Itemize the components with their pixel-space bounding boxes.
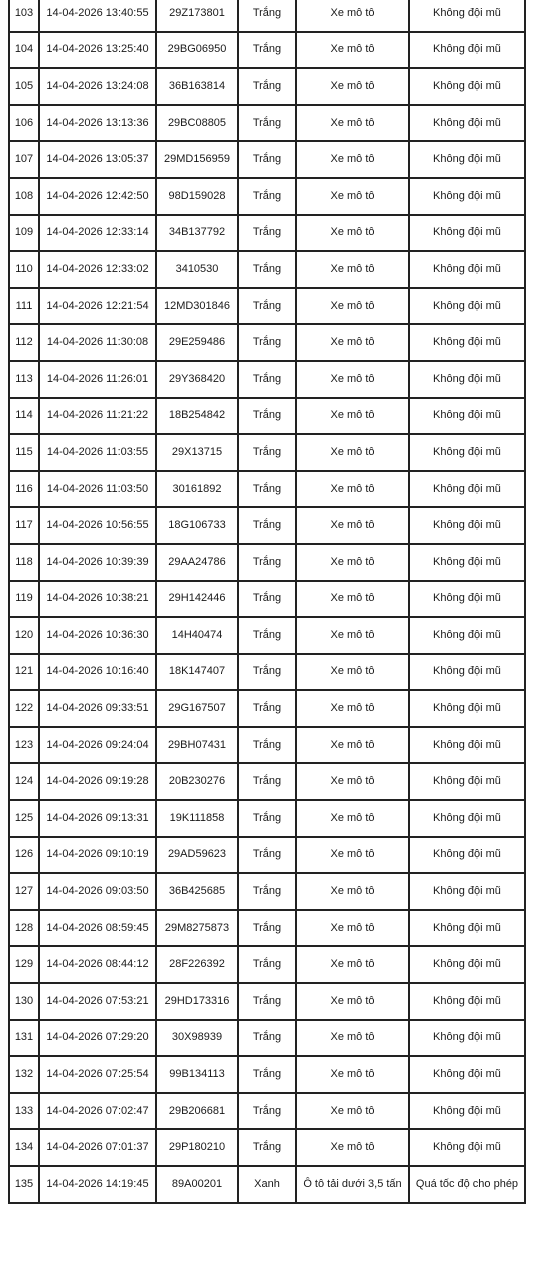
plate-color-cell: Trắng [238,178,296,215]
table-row [9,1020,525,1057]
violation-cell: Không đội mũ [409,507,525,544]
license-plate-cell: 36B163814 [156,68,238,105]
vehicle-type-cell: Ô tô tải dưới 3,5 tấn [296,1166,409,1203]
row-number-cell: 131 [9,1020,39,1057]
plate-color-cell: Trắng [238,654,296,691]
violation-cell: Không đội mũ [409,251,525,288]
table-row [9,0,525,32]
vehicle-type-cell: Xe mô tô [296,288,409,325]
vehicle-type-cell: Xe mô tô [296,471,409,508]
table-row [9,873,525,910]
vehicle-type-cell: Xe mô tô [296,1056,409,1093]
table-row [9,434,525,471]
vehicle-type-cell: Xe mô tô [296,581,409,618]
timestamp-cell: 14-04-2026 13:25:40 [39,32,156,69]
license-plate-cell: 14H40474 [156,617,238,654]
plate-color-cell: Trắng [238,215,296,252]
table-row [9,1093,525,1130]
license-plate-cell: 28F226392 [156,946,238,983]
license-plate-cell: 29BG06950 [156,32,238,69]
vehicle-type-cell: Xe mô tô [296,507,409,544]
row-number-cell: 103 [9,0,39,32]
plate-color-cell: Trắng [238,1056,296,1093]
license-plate-cell: 29Y368420 [156,361,238,398]
row-number-cell: 121 [9,654,39,691]
vehicle-type-cell: Xe mô tô [296,32,409,69]
violation-cell: Không đội mũ [409,288,525,325]
vehicle-type-cell: Xe mô tô [296,946,409,983]
timestamp-cell: 14-04-2026 11:03:50 [39,471,156,508]
plate-color-cell: Trắng [238,983,296,1020]
license-plate-cell: 29G167507 [156,690,238,727]
timestamp-cell: 14-04-2026 13:40:55 [39,0,156,32]
violation-cell: Không đội mũ [409,68,525,105]
row-number-cell: 128 [9,910,39,947]
timestamp-cell: 14-04-2026 08:59:45 [39,910,156,947]
violation-cell: Không đội mũ [409,1129,525,1166]
license-plate-cell: 98D159028 [156,178,238,215]
license-plate-cell: 36B425685 [156,873,238,910]
timestamp-cell: 14-04-2026 11:26:01 [39,361,156,398]
license-plate-cell: 89A00201 [156,1166,238,1203]
timestamp-cell: 14-04-2026 10:56:55 [39,507,156,544]
plate-color-cell: Trắng [238,544,296,581]
violation-cell: Không đội mũ [409,544,525,581]
license-plate-cell: 29AA24786 [156,544,238,581]
plate-color-cell: Trắng [238,800,296,837]
plate-color-cell: Trắng [238,68,296,105]
row-number-cell: 120 [9,617,39,654]
table-row [9,324,525,361]
vehicle-type-cell: Xe mô tô [296,398,409,435]
table-row [9,1129,525,1166]
violation-cell: Không đội mũ [409,1093,525,1130]
table-row [9,141,525,178]
table-row [9,800,525,837]
vehicle-type-cell: Xe mô tô [296,178,409,215]
table-row [9,910,525,947]
timestamp-cell: 14-04-2026 07:29:20 [39,1020,156,1057]
timestamp-cell: 14-04-2026 09:19:28 [39,763,156,800]
table-row [9,1056,525,1093]
plate-color-cell: Trắng [238,1129,296,1166]
violation-cell: Không đội mũ [409,1056,525,1093]
timestamp-cell: 14-04-2026 13:05:37 [39,141,156,178]
violation-cell: Không đội mũ [409,324,525,361]
row-number-cell: 106 [9,105,39,142]
timestamp-cell: 14-04-2026 07:25:54 [39,1056,156,1093]
table-row [9,178,525,215]
vehicle-type-cell: Xe mô tô [296,105,409,142]
license-plate-cell: 30X98939 [156,1020,238,1057]
license-plate-cell: 18K147407 [156,654,238,691]
table-row [9,1166,525,1203]
table-row [9,983,525,1020]
timestamp-cell: 14-04-2026 12:21:54 [39,288,156,325]
plate-color-cell: Trắng [238,434,296,471]
violation-cell: Không đội mũ [409,215,525,252]
violation-cell: Không đội mũ [409,800,525,837]
violation-cell: Không đội mũ [409,654,525,691]
violation-cell: Không đội mũ [409,398,525,435]
timestamp-cell: 14-04-2026 11:21:22 [39,398,156,435]
plate-color-cell: Trắng [238,507,296,544]
plate-color-cell: Trắng [238,398,296,435]
timestamp-cell: 14-04-2026 09:10:19 [39,837,156,874]
table-row [9,617,525,654]
vehicle-type-cell: Xe mô tô [296,361,409,398]
timestamp-cell: 14-04-2026 14:19:45 [39,1166,156,1203]
row-number-cell: 135 [9,1166,39,1203]
plate-color-cell: Trắng [238,946,296,983]
vehicle-type-cell: Xe mô tô [296,983,409,1020]
timestamp-cell: 14-04-2026 11:03:55 [39,434,156,471]
row-number-cell: 118 [9,544,39,581]
row-number-cell: 134 [9,1129,39,1166]
vehicle-type-cell: Xe mô tô [296,1129,409,1166]
license-plate-cell: 29P180210 [156,1129,238,1166]
violation-cell: Không đội mũ [409,690,525,727]
plate-color-cell: Trắng [238,32,296,69]
row-number-cell: 114 [9,398,39,435]
row-number-cell: 132 [9,1056,39,1093]
row-number-cell: 117 [9,507,39,544]
license-plate-cell: 12MD301846 [156,288,238,325]
table-row [9,398,525,435]
table-row [9,507,525,544]
table-row [9,105,525,142]
violation-cell: Không đội mũ [409,0,525,32]
violation-cell: Không đội mũ [409,617,525,654]
vehicle-type-cell: Xe mô tô [296,873,409,910]
vehicle-type-cell: Xe mô tô [296,544,409,581]
row-number-cell: 107 [9,141,39,178]
table-row [9,727,525,764]
plate-color-cell: Trắng [238,690,296,727]
violation-cell: Không đội mũ [409,581,525,618]
row-number-cell: 122 [9,690,39,727]
vehicle-type-cell: Xe mô tô [296,617,409,654]
row-number-cell: 113 [9,361,39,398]
row-number-cell: 124 [9,763,39,800]
vehicle-type-cell: Xe mô tô [296,141,409,178]
violation-cell: Không đội mũ [409,471,525,508]
vehicle-type-cell: Xe mô tô [296,215,409,252]
table-row [9,68,525,105]
plate-color-cell: Trắng [238,324,296,361]
plate-color-cell: Trắng [238,727,296,764]
timestamp-cell: 14-04-2026 10:36:30 [39,617,156,654]
plate-color-cell: Trắng [238,763,296,800]
row-number-cell: 123 [9,727,39,764]
plate-color-cell: Trắng [238,617,296,654]
table-row [9,654,525,691]
license-plate-cell: 29AD59623 [156,837,238,874]
table-row [9,544,525,581]
vehicle-type-cell: Xe mô tô [296,800,409,837]
plate-color-cell: Trắng [238,251,296,288]
vehicle-type-cell: Xe mô tô [296,251,409,288]
license-plate-cell: 20B230276 [156,763,238,800]
license-plate-cell: 30161892 [156,471,238,508]
violation-cell: Không đội mũ [409,178,525,215]
timestamp-cell: 14-04-2026 08:44:12 [39,946,156,983]
row-number-cell: 130 [9,983,39,1020]
violation-cell: Không đội mũ [409,946,525,983]
violation-cell: Quá tốc độ cho phép [409,1166,525,1203]
violations-table-body [9,0,525,1203]
timestamp-cell: 14-04-2026 10:39:39 [39,544,156,581]
violation-cell: Không đội mũ [409,910,525,947]
vehicle-type-cell: Xe mô tô [296,910,409,947]
row-number-cell: 127 [9,873,39,910]
plate-color-cell: Trắng [238,0,296,32]
vehicle-type-cell: Xe mô tô [296,837,409,874]
timestamp-cell: 14-04-2026 12:33:02 [39,251,156,288]
timestamp-cell: 14-04-2026 07:02:47 [39,1093,156,1130]
license-plate-cell: 29E259486 [156,324,238,361]
table-row [9,690,525,727]
table-row [9,946,525,983]
table-row [9,471,525,508]
license-plate-cell: 29Z173801 [156,0,238,32]
timestamp-cell: 14-04-2026 11:30:08 [39,324,156,361]
plate-color-cell: Trắng [238,288,296,325]
timestamp-cell: 14-04-2026 12:33:14 [39,215,156,252]
plate-color-cell: Trắng [238,837,296,874]
timestamp-cell: 14-04-2026 10:38:21 [39,581,156,618]
license-plate-cell: 29MD156959 [156,141,238,178]
violations-table [8,0,526,1204]
violation-cell: Không đội mũ [409,434,525,471]
table-row [9,32,525,69]
plate-color-cell: Trắng [238,910,296,947]
violation-cell: Không đội mũ [409,105,525,142]
violation-cell: Không đội mũ [409,983,525,1020]
timestamp-cell: 14-04-2026 09:13:31 [39,800,156,837]
timestamp-cell: 14-04-2026 13:24:08 [39,68,156,105]
plate-color-cell: Trắng [238,1020,296,1057]
license-plate-cell: 3410530 [156,251,238,288]
vehicle-type-cell: Xe mô tô [296,434,409,471]
violation-cell: Không đội mũ [409,727,525,764]
vehicle-type-cell: Xe mô tô [296,0,409,32]
timestamp-cell: 14-04-2026 13:13:36 [39,105,156,142]
row-number-cell: 109 [9,215,39,252]
license-plate-cell: 19K111858 [156,800,238,837]
row-number-cell: 105 [9,68,39,105]
table-row [9,837,525,874]
row-number-cell: 129 [9,946,39,983]
plate-color-cell: Trắng [238,361,296,398]
license-plate-cell: 99B134113 [156,1056,238,1093]
vehicle-type-cell: Xe mô tô [296,654,409,691]
row-number-cell: 133 [9,1093,39,1130]
row-number-cell: 108 [9,178,39,215]
license-plate-cell: 18B254842 [156,398,238,435]
timestamp-cell: 14-04-2026 09:24:04 [39,727,156,764]
vehicle-type-cell: Xe mô tô [296,727,409,764]
violation-cell: Không đội mũ [409,1020,525,1057]
timestamp-cell: 14-04-2026 10:16:40 [39,654,156,691]
row-number-cell: 104 [9,32,39,69]
license-plate-cell: 29HD173316 [156,983,238,1020]
table-row [9,581,525,618]
violation-cell: Không đội mũ [409,873,525,910]
violation-cell: Không đội mũ [409,32,525,69]
license-plate-cell: 29H142446 [156,581,238,618]
plate-color-cell: Xanh [238,1166,296,1203]
vehicle-type-cell: Xe mô tô [296,1093,409,1130]
license-plate-cell: 29BC08805 [156,105,238,142]
table-row [9,215,525,252]
plate-color-cell: Trắng [238,105,296,142]
table-row [9,763,525,800]
plate-color-cell: Trắng [238,1093,296,1130]
timestamp-cell: 14-04-2026 09:33:51 [39,690,156,727]
vehicle-type-cell: Xe mô tô [296,1020,409,1057]
license-plate-cell: 29BH07431 [156,727,238,764]
timestamp-cell: 14-04-2026 12:42:50 [39,178,156,215]
row-number-cell: 111 [9,288,39,325]
violation-cell: Không đội mũ [409,837,525,874]
row-number-cell: 112 [9,324,39,361]
vehicle-type-cell: Xe mô tô [296,763,409,800]
timestamp-cell: 14-04-2026 07:53:21 [39,983,156,1020]
table-row [9,288,525,325]
timestamp-cell: 14-04-2026 09:03:50 [39,873,156,910]
plate-color-cell: Trắng [238,581,296,618]
row-number-cell: 125 [9,800,39,837]
license-plate-cell: 29X13715 [156,434,238,471]
row-number-cell: 115 [9,434,39,471]
vehicle-type-cell: Xe mô tô [296,690,409,727]
row-number-cell: 110 [9,251,39,288]
license-plate-cell: 34B137792 [156,215,238,252]
license-plate-cell: 18G106733 [156,507,238,544]
violation-cell: Không đội mũ [409,141,525,178]
violation-cell: Không đội mũ [409,763,525,800]
plate-color-cell: Trắng [238,873,296,910]
row-number-cell: 116 [9,471,39,508]
table-row [9,251,525,288]
plate-color-cell: Trắng [238,141,296,178]
vehicle-type-cell: Xe mô tô [296,68,409,105]
license-plate-cell: 29M8275873 [156,910,238,947]
row-number-cell: 119 [9,581,39,618]
plate-color-cell: Trắng [238,471,296,508]
row-number-cell: 126 [9,837,39,874]
timestamp-cell: 14-04-2026 07:01:37 [39,1129,156,1166]
table-row [9,361,525,398]
license-plate-cell: 29B206681 [156,1093,238,1130]
violation-cell: Không đội mũ [409,361,525,398]
vehicle-type-cell: Xe mô tô [296,324,409,361]
